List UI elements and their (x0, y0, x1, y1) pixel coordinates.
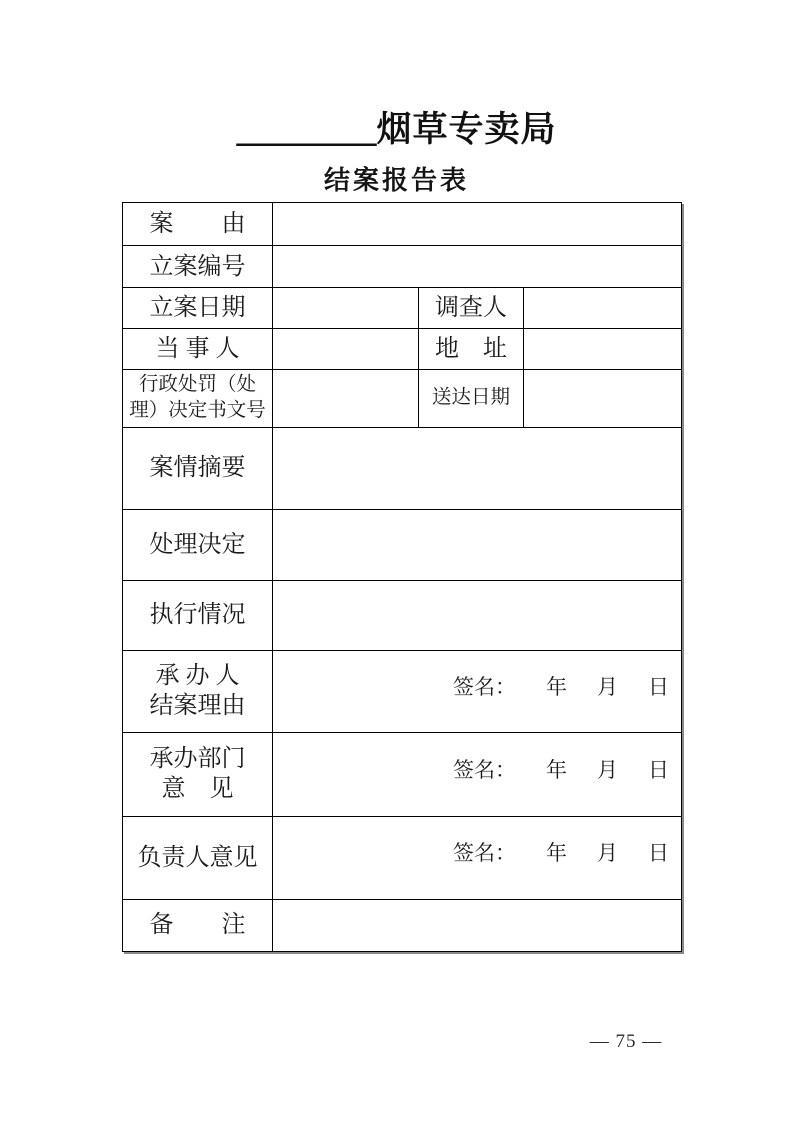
row-penalty-doc (123, 370, 682, 428)
address-value-cell (524, 329, 682, 370)
leader-opinion-label: 负责人意见 (123, 816, 273, 899)
investigator-value-cell (524, 288, 682, 329)
row-filing-date (123, 288, 682, 329)
row-remarks (123, 899, 682, 951)
signature-label: 签名： (453, 757, 517, 782)
row-decision (123, 509, 682, 580)
signature-label: 签名： (453, 674, 517, 699)
report-table (122, 202, 682, 952)
page-number: — 75 — (589, 1031, 663, 1052)
penalty-doc-value-cell (273, 370, 419, 428)
signature-year: 年 (546, 841, 568, 865)
row-department-opinion (123, 732, 682, 816)
row-execution (123, 580, 682, 650)
signature-month: 月 (597, 841, 619, 865)
row-case-number (123, 246, 682, 288)
investigator-label: 调查人 (419, 288, 524, 329)
title-blank-line: ________ (236, 110, 377, 149)
signature-day: 日 (648, 757, 670, 782)
case-summary-value-cell (273, 427, 682, 509)
decision-value-cell (273, 509, 682, 580)
row-case-cause (123, 203, 682, 246)
penalty-doc-label (123, 370, 273, 428)
handler-reason-label (123, 650, 273, 732)
filing-date-value-cell (273, 288, 419, 329)
department-opinion-label-line1: 承办部门 (149, 746, 246, 773)
handler-reason-label-line2: 结案理由 (149, 693, 246, 720)
signature-month: 月 (597, 757, 619, 782)
case-cause-label: 案 由 (123, 203, 273, 246)
case-summary-label: 案情摘要 (123, 427, 273, 509)
delivery-date-label: 送达日期 (419, 370, 524, 428)
leader-opinion-value-cell (273, 816, 682, 899)
row-party (123, 329, 682, 370)
signature-label: 签名： (453, 841, 517, 865)
department-opinion-value-cell (273, 732, 682, 816)
row-handler-reason (123, 650, 682, 732)
execution-value-cell (273, 580, 682, 650)
title-text: 烟草专卖局 (376, 110, 557, 149)
form-title: 结案报告表 (323, 165, 469, 195)
party-value-cell (273, 329, 419, 370)
signature-year: 年 (546, 757, 568, 782)
row-leader-opinion (123, 816, 682, 899)
party-label: 当 事 人 (123, 329, 273, 370)
document-title (0, 102, 793, 152)
handler-reason-label-line1: 承 办 人 (155, 663, 240, 690)
leader-signature-line (273, 840, 681, 875)
department-signature-line (273, 757, 681, 792)
department-opinion-label (123, 732, 273, 816)
signature-month: 月 (597, 674, 619, 699)
penalty-doc-label-line2: 理）决定书文号 (129, 400, 266, 422)
signature-day: 日 (648, 841, 670, 865)
penalty-doc-label-line1: 行政处罚（处 (138, 374, 256, 395)
remarks-value-cell (273, 899, 682, 951)
address-label: 地 址 (419, 329, 524, 370)
decision-label: 处理决定 (123, 509, 273, 580)
signature-day: 日 (648, 674, 670, 699)
handler-signature-line (273, 674, 681, 709)
delivery-date-value-cell (524, 370, 682, 428)
case-number-value-cell (273, 246, 682, 288)
handler-reason-value-cell (273, 650, 682, 732)
execution-label: 执行情况 (123, 580, 273, 650)
signature-year: 年 (546, 674, 568, 699)
department-opinion-label-line2: 意 见 (161, 776, 234, 803)
row-case-summary (123, 427, 682, 509)
remarks-label: 备 注 (123, 899, 273, 951)
filing-date-label: 立案日期 (123, 288, 273, 329)
case-number-label: 立案编号 (123, 246, 273, 288)
case-cause-value-cell (273, 203, 682, 246)
